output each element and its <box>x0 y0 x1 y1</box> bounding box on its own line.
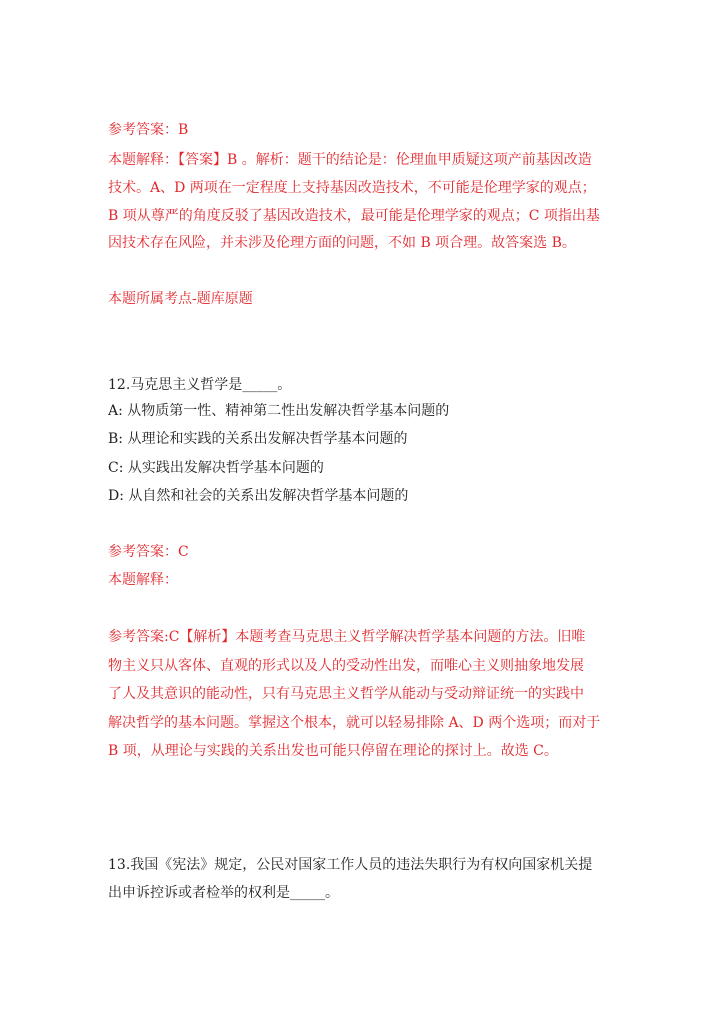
q12-stem: 12.马克思主义哲学是_____。 <box>108 377 292 393</box>
q11-explanation-line-1: 本题解释：【答案】B 。解析：题干的结论是：伦理血甲质疑这项产前基因改造 <box>108 152 592 168</box>
q12-option-b: B: 从理论和实践的关系出发解决哲学基本问题的 <box>108 431 408 447</box>
q12-analysis-line-2: 物主义只从客体、直观的形式以及人的受动性出发，而唯心主义则抽象地发展 <box>108 658 584 674</box>
q12-option-a: A: 从物质第一性、精神第二性出发解决哲学基本问题的 <box>108 403 450 419</box>
q11-answer: 参考答案：B <box>108 122 189 138</box>
q12-answer: 参考答案：C <box>108 544 189 560</box>
q12-analysis-line-1: 参考答案:C【解析】本题考查马克思主义哲学解决哲学基本问题的方法。旧唯 <box>108 629 586 645</box>
q11-source: 本题所属考点-题库原题 <box>108 291 253 307</box>
q12-analysis-line-5: B 项，从理论与实践的关系出发也可能只停留在理论的探讨上。故选 C。 <box>108 743 558 759</box>
q12-option-d: D: 从自然和社会的关系出发解决哲学基本问题的 <box>108 488 409 504</box>
q13-stem-line-1: 13.我国《宪法》规定，公民对国家工作人员的违法失职行为有权向国家机关提 <box>108 857 593 873</box>
q12-explanation-label: 本题解释： <box>108 572 178 588</box>
q11-explanation-line-4: 因技术存在风险，并未涉及伦理方面的问题，不如 B 项合理。故答案选 B。 <box>108 235 576 251</box>
q12-analysis-line-4: 解决哲学的基本问题。掌握这个根本，就可以轻易排除 A、D 两个选项；而对于 <box>108 715 601 731</box>
q11-explanation-line-2: 技术。A、D 两项在一定程度上支持基因改造技术，不可能是伦理学家的观点； <box>108 180 596 196</box>
q12-option-c: C: 从实践出发解决哲学基本问题的 <box>108 460 324 476</box>
q12-analysis-line-3: 了人及其意识的能动性，只有马克思主义哲学从能动与受动辩证统一的实践中 <box>108 686 584 702</box>
q13-stem-line-2: 出申诉控诉或者检举的权利是_____。 <box>108 885 339 901</box>
q11-explanation-line-3: B 项从尊严的角度反驳了基因改造技术，最可能是伦理学家的观点；C 项指出基 <box>108 208 600 224</box>
